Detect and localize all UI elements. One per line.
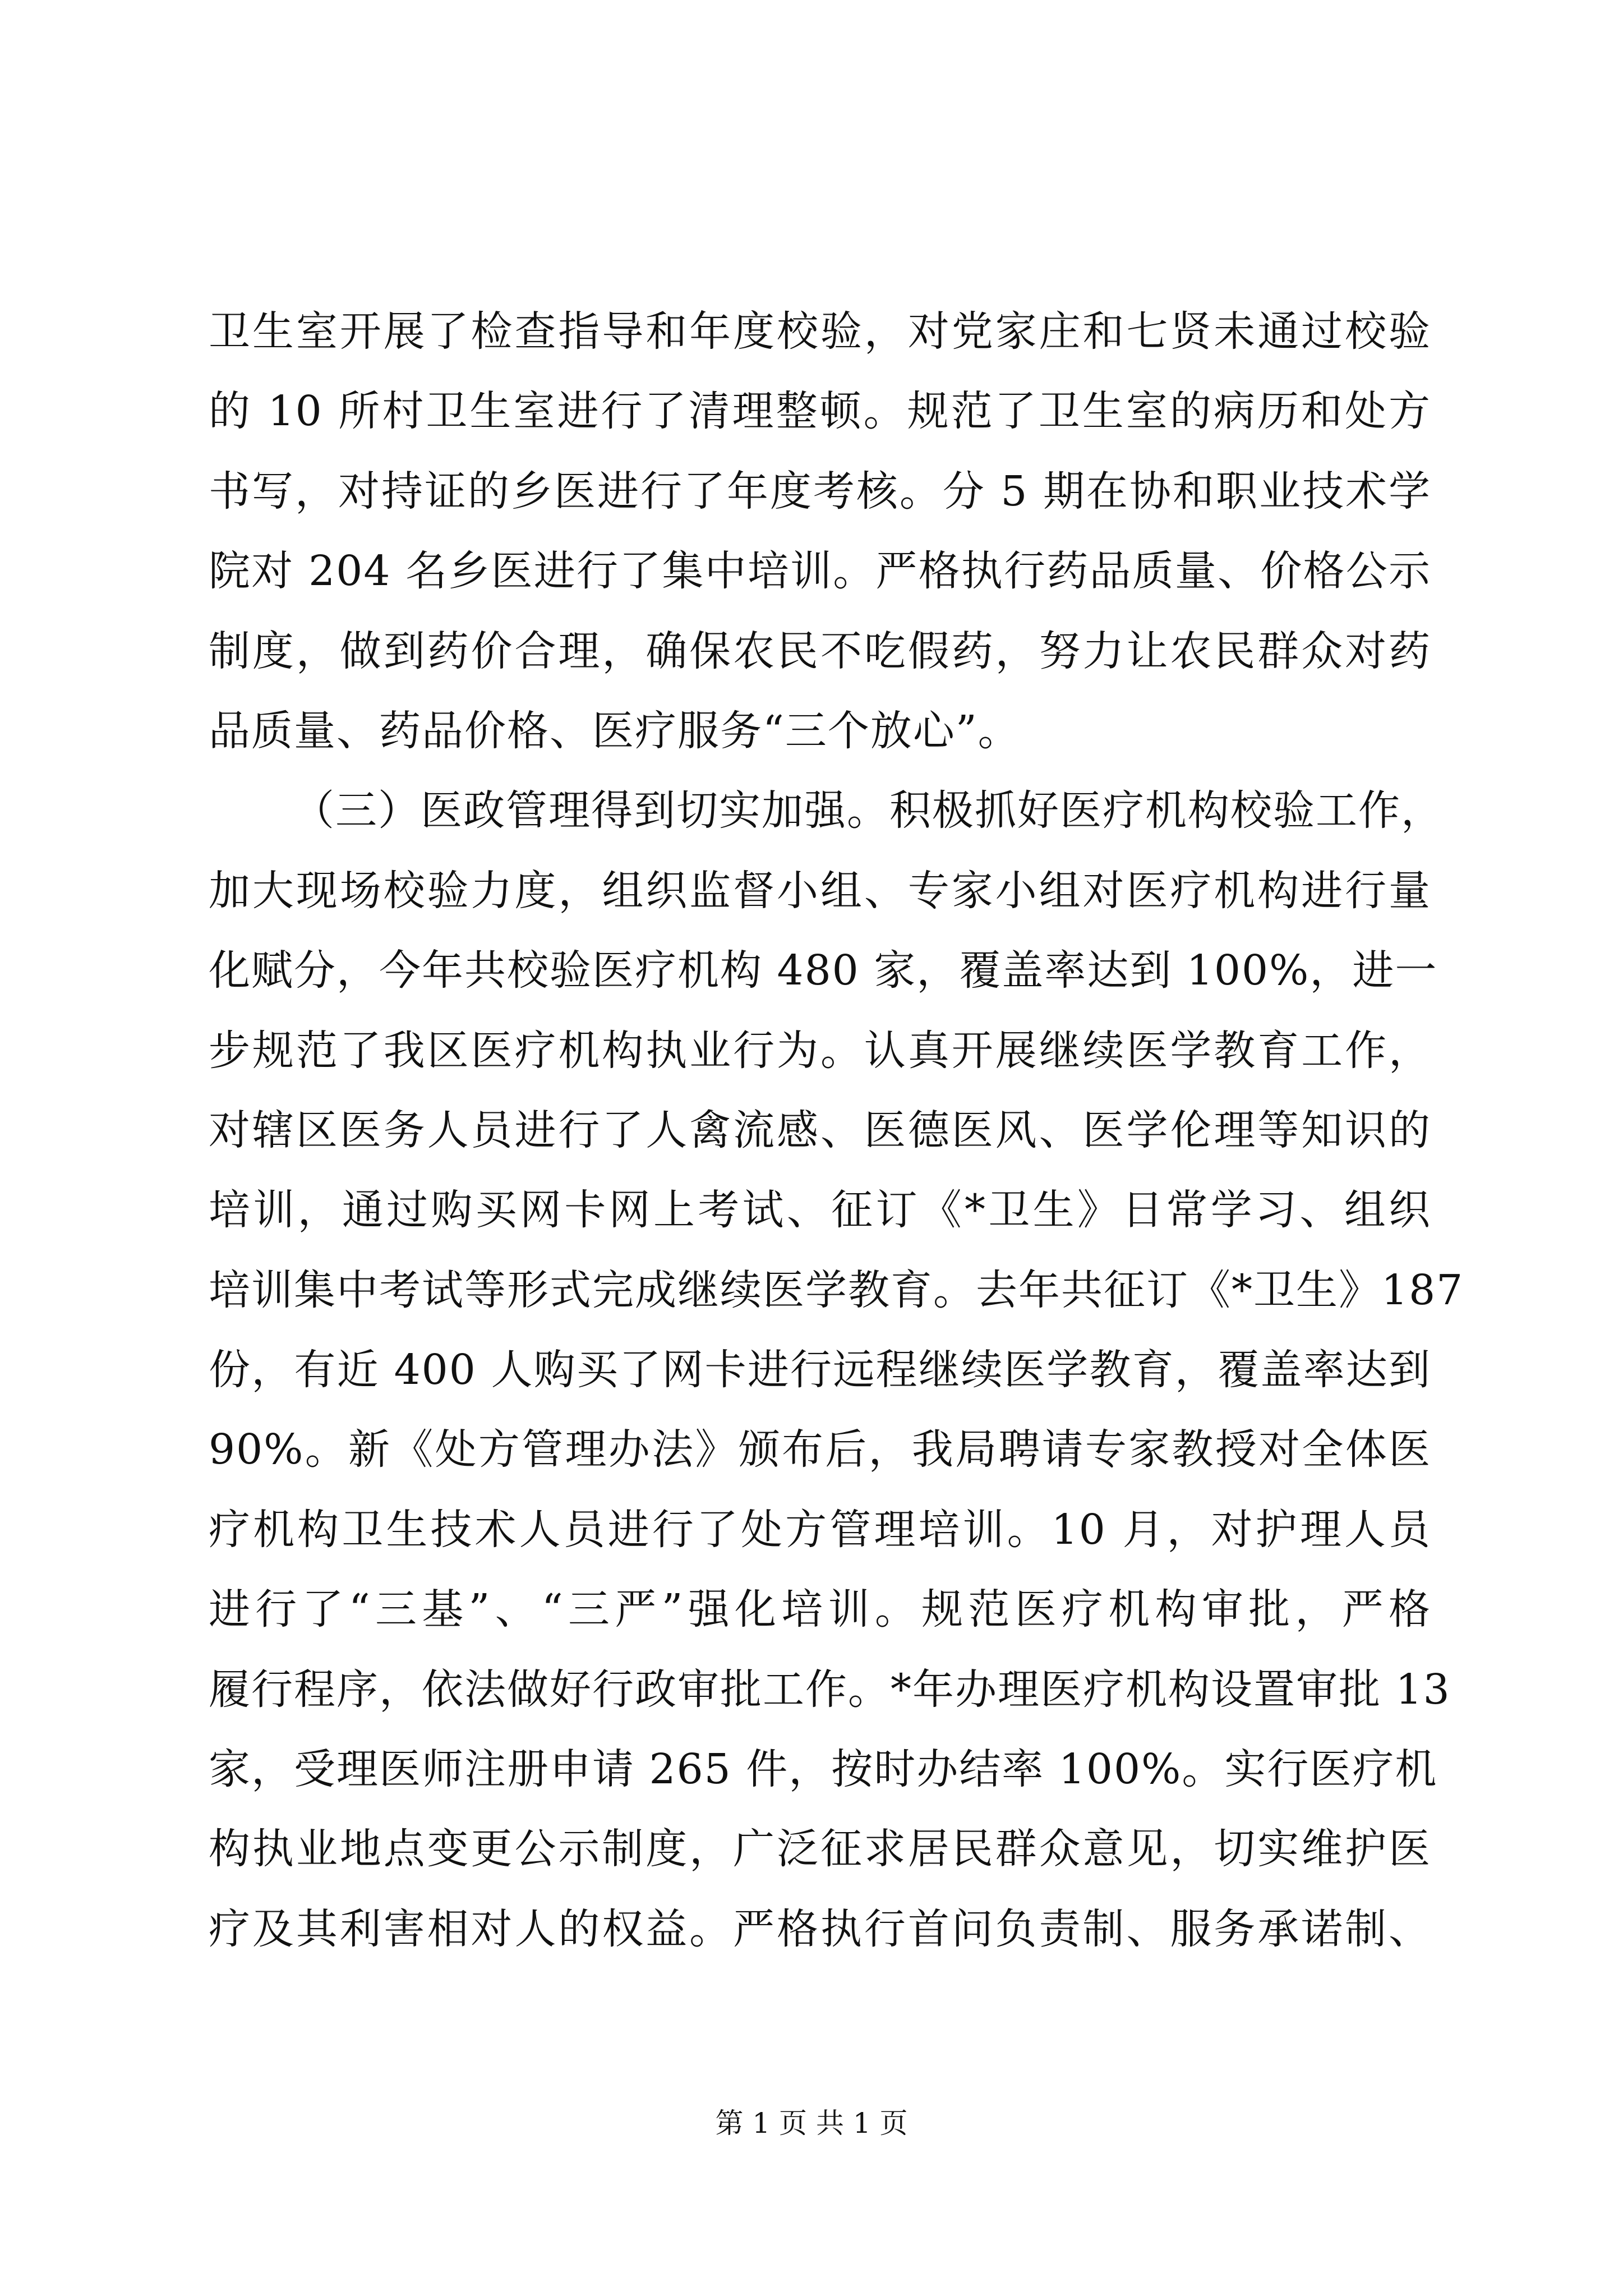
text-line-4: 院对 204 名乡医进行了集中培训。严格执行药品质量、价格公示 (209, 547, 1431, 596)
text-line-12: 培训，通过购买网卡网上考试、征订《*卫生》日常学习、组织 (209, 1186, 1431, 1235)
page-number-footer: 第 1 页 共 1 页 (715, 2107, 908, 2139)
text-line-3: 书写，对持证的乡医进行了年度考核。分 5 期在协和职业技术学 (209, 467, 1431, 516)
text-line-11: 对辖区医务人员进行了人禽流感、医德医风、医学伦理等知识的 (209, 1106, 1431, 1154)
text-line-7: （三）医政管理得到切实加强。积极抓好医疗机构校验工作， (293, 786, 1444, 835)
text-line-18: 履行程序，依法做好行政审批工作。*年办理医疗机构设置审批 13 (209, 1665, 1451, 1714)
text-line-15: 90%。新《处方管理办法》颁布后，我局聘请专家教授对全体医 (209, 1425, 1431, 1474)
document-body (209, 292, 1464, 1969)
text-line-8: 加大现场校验力度，组织监督小组、专家小组对医疗机构进行量 (209, 866, 1431, 915)
text-line-10: 步规范了我区医疗机构执业行为。认真开展继续医学教育工作， (209, 1026, 1431, 1075)
text-line-16: 疗机构卫生技术人员进行了处方管理培训。10 月，对护理人员 (209, 1505, 1431, 1554)
text-line-1: 卫生室开展了检查指导和年度校验，对党家庄和七贤未通过校验 (209, 307, 1431, 356)
text-line-13: 培训集中考试等形式完成继续医学教育。去年共征订《*卫生》187 (209, 1266, 1464, 1314)
text-line-17: 进行了“三基”、“三严”强化培训。规范医疗机构审批，严格 (209, 1585, 1431, 1634)
text-line-2: 的 10 所村卫生室进行了清理整顿。规范了卫生室的病历和处方 (209, 387, 1431, 436)
text-line-6: 品质量、药品价格、医疗服务“三个放心”。 (209, 706, 1021, 755)
text-line-14: 份，有近 400 人购买了网卡进行远程继续医学教育，覆盖率达到 (209, 1346, 1431, 1395)
text-line-19: 家，受理医师注册申请 265 件，按时办结率 100%。实行医疗机 (209, 1745, 1438, 1794)
text-line-5: 制度，做到药价合理，确保农民不吃假药，努力让农民群众对药 (209, 627, 1431, 675)
text-line-20: 构执业地点变更公示制度，广泛征求居民群众意见，切实维护医 (209, 1825, 1431, 1874)
text-line-9: 化赋分，今年共校验医疗机构 480 家，覆盖率达到 100%，进一 (209, 946, 1438, 995)
text-line-21: 疗及其利害相对人的权益。严格执行首问负责制、服务承诺制、 (209, 1904, 1431, 1953)
